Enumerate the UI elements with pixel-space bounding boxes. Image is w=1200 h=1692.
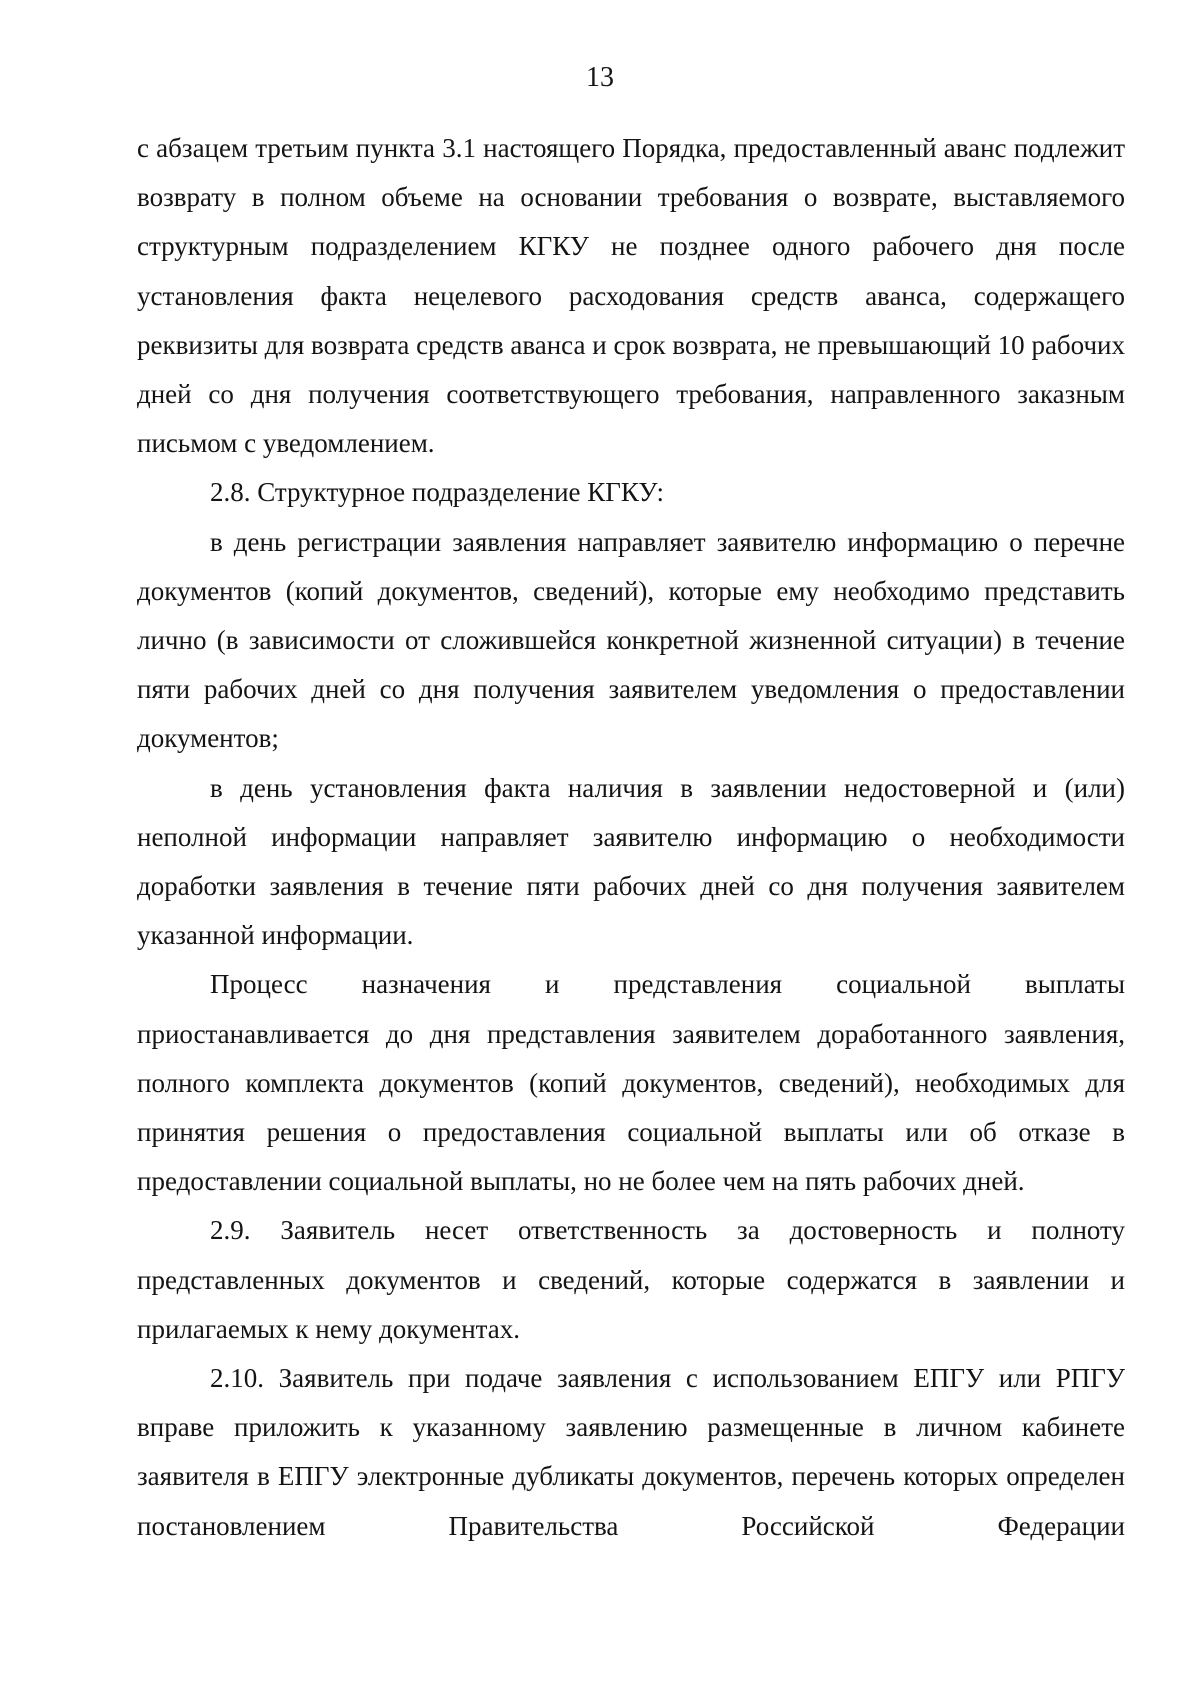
page-number: 13	[586, 62, 614, 93]
document-body	[137, 124, 1125, 1551]
paragraph-2-8-heading: 2.8. Структурное подразделение КГКУ:	[210, 477, 664, 508]
paragraph-registration-day: в день регистрации заявления направляет заявителю информацию о перечне документов (копий документов, сведений), которые ему необходимо представить лично (в зависимости от сложившейся конкретной жизненной ситуации) в течение пяти рабочих дней со дня получения заявителем уведомления о предоставлении документов;	[137, 526, 1125, 754]
paragraph-2-9-responsibility: 2.9. Заявитель несет ответственность за достоверность и полноту представленных документов и сведений, которые содержатся в заявлении и прилагаемых к нему документах.	[137, 1215, 1125, 1344]
paragraph-incomplete-information: в день установления факта наличия в заявлении недостоверной и (или) неполной информации направляет заявителю информацию о необходимости доработки заявления в течение пяти рабочих дней со дня получения заявителем указанной информации.	[137, 772, 1125, 951]
paragraph-advance-refund: с абзацем третьим пункта 3.1 настоящего Порядка, предоставленный аванс подлежит возврату в полном объеме на основании требования о возврате, выставляемого структурным подразделением КГКУ не позднее одного рабочего дня после установления факта нецелевого расходования средств аванса, содержащего реквизиты для возврата средств аванса и срок возврата, не превышающий 10 рабочих дней со дня получения соответствующего требования, направленного заказным письмом с уведомлением.	[137, 133, 1125, 459]
paragraph-2-10-electronic-duplicates: 2.10. Заявитель при подаче заявления с использованием ЕПГУ или РПГУ вправе приложить к указанному заявлению размещенные в личном кабинете заявителя в ЕПГУ электронные дубликаты документов, перечень которых определен постановлением Правительства Российской Федерации	[137, 1363, 1125, 1541]
paragraph-process-suspension: Процесс назначения и представления социальной выплаты приостанавливается до дня представления заявителем доработанного заявления, полного комплекта документов (копий документов, сведений), необходимых для принятия решения о предоставления социальной выплаты или об отказе в предоставлении социальной выплаты, но не более чем на пять рабочих дней.	[137, 969, 1125, 1197]
